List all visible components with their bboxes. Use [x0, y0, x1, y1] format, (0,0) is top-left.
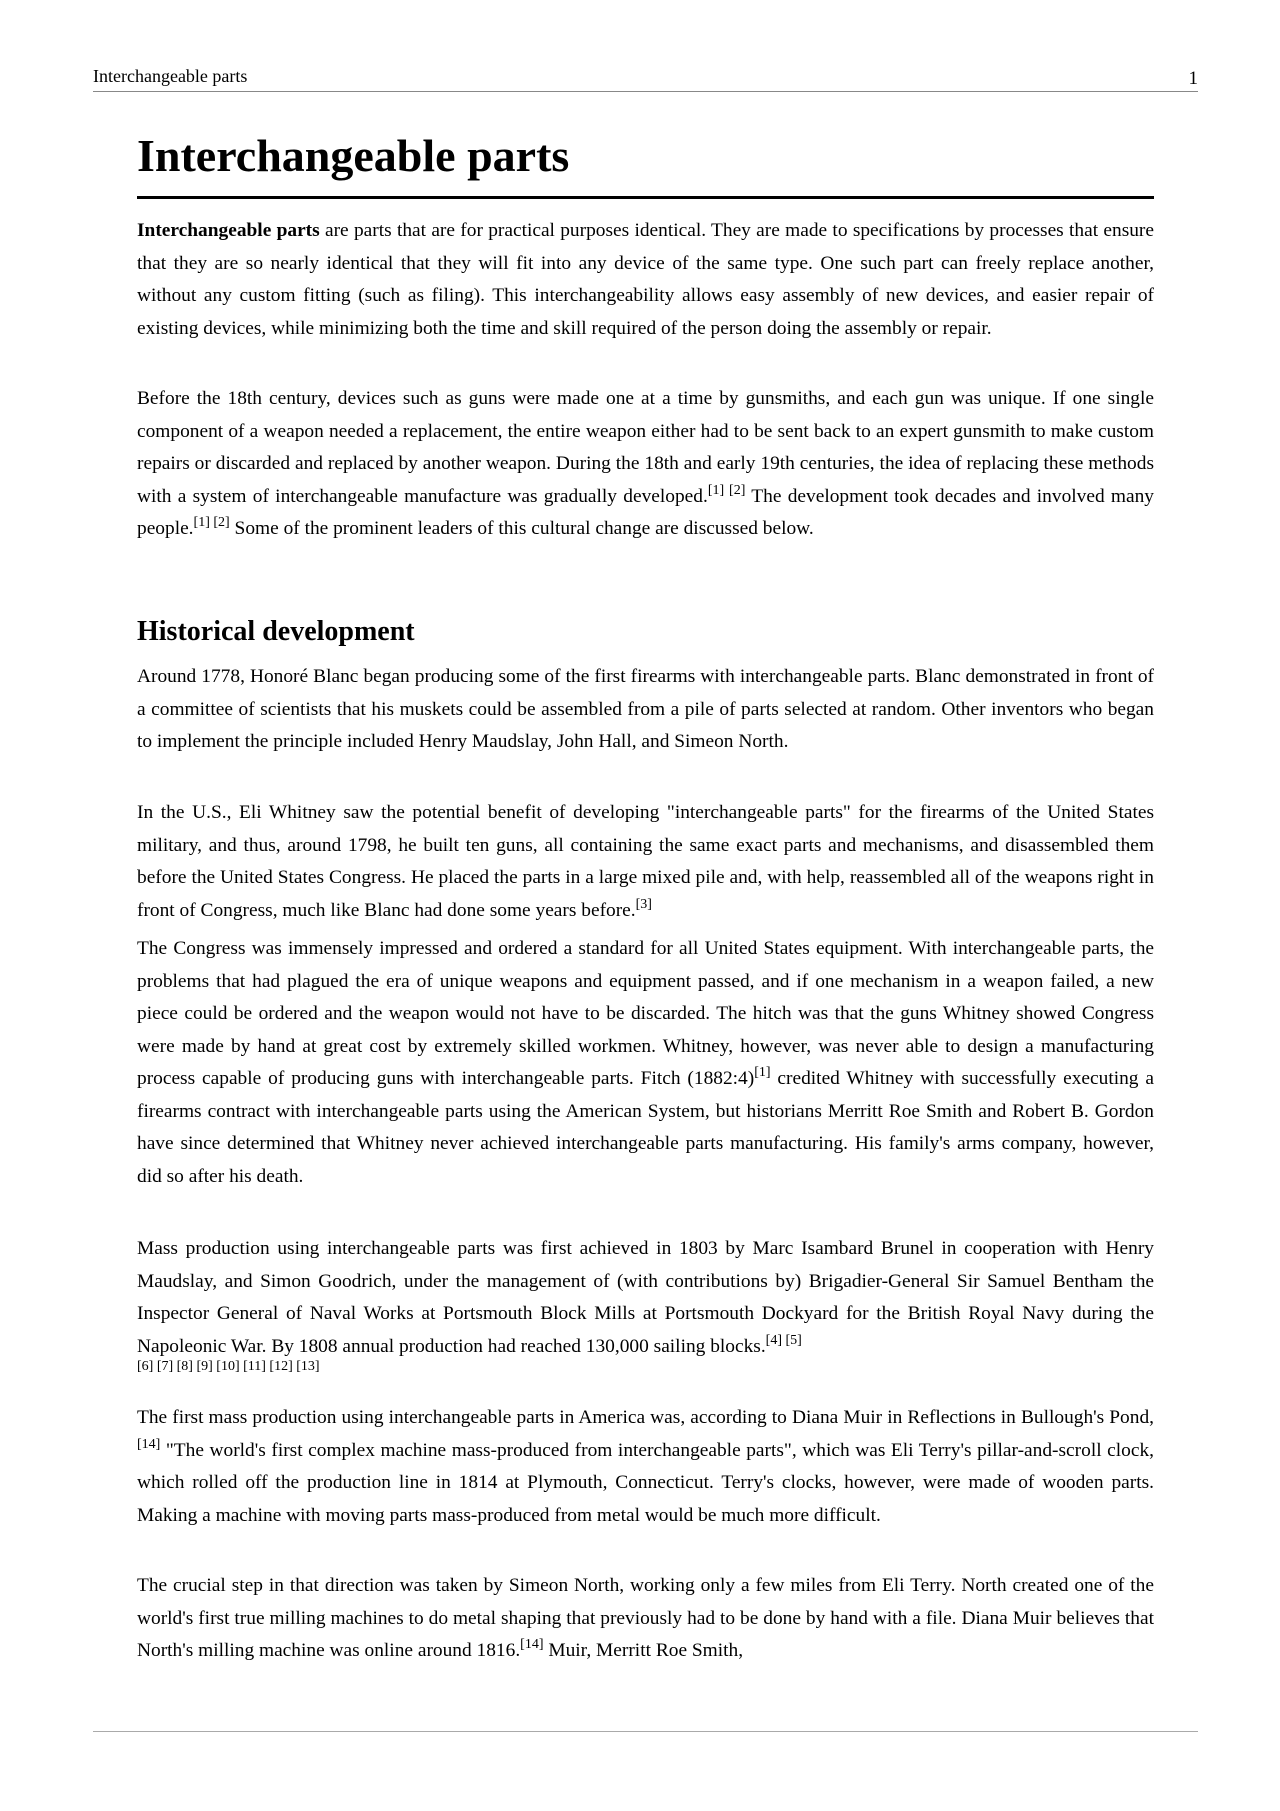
- paragraph-mass-production: [137, 1233, 1154, 1363]
- citation-link[interactable]: [14]: [520, 1637, 544, 1652]
- citation-link[interactable]: [14]: [137, 1436, 161, 1452]
- citation-link[interactable]: [1] [2]: [193, 515, 230, 530]
- paragraph-terry: [137, 1402, 1154, 1532]
- citation-link[interactable]: [3]: [635, 896, 652, 912]
- paragraph-blanc: Around 1778, Honoré Blanc began producing some of the first firearms with interchangeable parts. Blanc demonstrated in front of a committee of scientists that his muskets could be assembled from a pile of parts selected at random. Other inventors who began to implement the principle included Henry Maudslay, John Hall, and Simeon North.: [137, 666, 1154, 752]
- paragraph-whitney: [137, 797, 1154, 927]
- header-divider: [93, 91, 1198, 92]
- text: The Congress was immensely impressed and ordered a standard for all United States equipment. With interchangeable parts, the problems that had plagued the era of unique weapons and equipment passed, and if one mechanism in a weapon failed, a new piece could be ordered and the weapon would not have to be discarded. The hitch was that the guns Whitney showed Congress were made by hand at great cost by extremely skilled workmen. Whitney, however, was never able to design a manufacturing process capable of producing guns with interchangeable parts. Fitch (1882:4): [137, 938, 1154, 1089]
- text: The first mass production using interchangeable parts in America was, according to Diana Muir in Reflections in Bullough's Pond,: [137, 1407, 1154, 1428]
- term-bold: Interchangeable parts: [137, 220, 320, 241]
- text: credited Whitney with successfully executing a firearms contract with interchangeable parts using the American System, but historians Merritt Roe Smith and Robert B. Gordon have since determined that Whitney never achieved interchangeable parts manufacturing. His family's arms company, however, did so after his death.: [137, 1068, 1154, 1187]
- page-title: Interchangeable parts: [137, 130, 570, 181]
- paragraph-congress: [137, 933, 1154, 1193]
- text: The development took decades and involved many people.: [137, 485, 1155, 539]
- text: In the U.S., Eli Whitney saw the potential benefit of developing "interchangeable parts" for the firearms of the United States military, and thus, around 1798, he built ten guns, all containing the same exact parts and mechanisms, and disassembled them before the United States Congress. He placed the parts in a large mixed pile and, with help, reassembled all of the weapons right in front of Congress, much like Blanc had done some years before.: [137, 802, 1154, 921]
- paragraph-intro: [137, 215, 1154, 345]
- text: Mass production using interchangeable parts was first achieved in 1803 by Marc Isambard Brunel in cooperation with Henry Maudslay, and Simon Goodrich, under the management of (with contributions by) Brigadier-General Sir Samuel Bentham the Inspector General of Naval Works at Portsmouth Block Mills at Portsmouth Dockyard for the British Royal Navy during the Napoleonic War. By 1808 annual production had reached 130,000 sailing blocks.: [137, 1238, 1154, 1357]
- text: Muir, Merritt Roe Smith,: [543, 1640, 744, 1661]
- paragraph-north: [137, 1570, 1154, 1668]
- section-heading: Historical development: [137, 616, 415, 647]
- title-rule: [137, 196, 1154, 199]
- text: The crucial step in that direction was taken by Simeon North, working only a few miles from Eli Terry. North created one of the world's first true milling machines to do metal shaping that previously had to be done by hand with a file. Diana Muir believes that North's milling machine was online around 1816.: [137, 1575, 1154, 1661]
- page-number: 1: [1188, 68, 1198, 89]
- citation-links[interactable]: [6] [7] [8] [9] [10] [11] [12] [13]: [137, 1359, 320, 1374]
- text: Before the 18th century, devices such as guns were made one at a time by gunsmiths, and each gun was unique. If one single component of a weapon needed a replacement, the entire weapon either had to be sent back to an expert gunsmith to make custom repairs or discarded and replaced by another weapon. During the 18th and early 19th centuries, the idea of replacing these methods with a system of interchangeable manufacture was gradually developed.: [137, 388, 1154, 507]
- running-header-title: Interchangeable parts: [93, 66, 248, 86]
- footer-divider: [93, 1731, 1198, 1732]
- text: Some of the prominent leaders of this cultural change are discussed below.: [229, 518, 814, 539]
- text: "The world's first complex machine mass-produced from interchangeable parts", which was Eli Terry's pillar-and-scroll clock, which rolled off the production line in 1814 at Plymouth, Connecticut. Terry's clocks, however, were made of wooden parts. Making a machine with moving parts mass-produced from metal would be much more difficult.: [137, 1439, 1154, 1526]
- citation-link[interactable]: [1] [2]: [707, 482, 746, 498]
- citation-link[interactable]: [1]: [754, 1065, 771, 1080]
- text: are parts that are for practical purposes identical. They are made to specifications by processes that ensure that they are so nearly identical that they will fit into any device of the same type. One such part can freely replace another, without any custom fitting (such as filing). This interchangeability allows easy assembly of new devices, and easier repair of existing devices, while minimizing both the time and skill required of the person doing the assembly or repair.: [137, 220, 1155, 339]
- citation-link[interactable]: [4] [5]: [765, 1332, 802, 1348]
- paragraph-background: [137, 383, 1154, 546]
